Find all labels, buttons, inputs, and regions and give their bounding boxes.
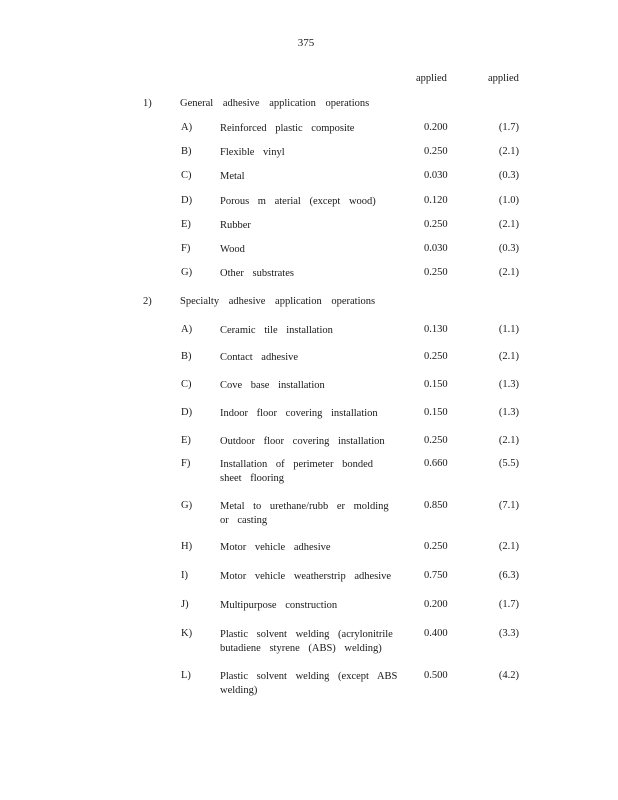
item-value-1: 0.400 xyxy=(424,628,448,639)
item-description: Other substrates xyxy=(220,268,294,279)
item-letter: D) xyxy=(181,407,193,418)
section-number: 1) xyxy=(143,98,152,109)
item-value-1: 0.200 xyxy=(424,599,448,610)
item-description: Motor vehicle weatherstrip adhesive xyxy=(220,571,392,582)
item-value-2: (2.1) xyxy=(498,351,519,362)
item-value-1: 0.250 xyxy=(424,351,448,362)
item-value-1: 0.030 xyxy=(424,243,448,254)
item-value-2: (2.1) xyxy=(498,146,519,157)
item-value-1: 0.200 xyxy=(424,122,448,133)
item-value-1: 0.250 xyxy=(424,267,448,278)
item-letter: E) xyxy=(181,435,191,446)
item-value-1: 0.120 xyxy=(424,195,448,206)
item-description: Contact adhesive xyxy=(220,352,299,363)
item-value-1: 0.150 xyxy=(424,407,448,418)
item-letter: K) xyxy=(181,628,193,639)
item-value-2: (0.3) xyxy=(498,243,519,254)
section-title: General adhesive application operations xyxy=(180,98,370,109)
item-letter: H) xyxy=(181,541,193,552)
item-value-1: 0.250 xyxy=(424,435,448,446)
item-description: Multipurpose construction xyxy=(220,600,338,611)
item-letter: B) xyxy=(181,146,192,157)
item-value-2: (5.5) xyxy=(498,458,519,469)
item-value-1: 0.850 xyxy=(424,500,448,511)
item-letter: J) xyxy=(181,599,189,610)
item-description: Outdoor floor covering installation xyxy=(220,436,385,447)
item-value-2: (2.1) xyxy=(498,219,519,230)
item-letter: F) xyxy=(181,243,191,254)
item-description: Wood xyxy=(220,244,245,255)
item-description: Metal xyxy=(220,171,245,182)
page-number: 375 xyxy=(297,37,315,49)
item-value-1: 0.250 xyxy=(424,219,448,230)
item-value-1: 0.660 xyxy=(424,458,448,469)
item-value-2: (1.7) xyxy=(498,599,519,610)
item-letter: F) xyxy=(181,458,191,469)
item-value-2: (1.3) xyxy=(498,379,519,390)
item-description: Ceramic tile installation xyxy=(220,325,333,336)
item-description: Cove base installation xyxy=(220,380,325,391)
item-value-2: (4.2) xyxy=(498,670,519,681)
item-letter: I) xyxy=(181,570,188,581)
item-letter: B) xyxy=(181,351,192,362)
section-number: 2) xyxy=(143,296,152,307)
item-value-2: (3.3) xyxy=(498,628,519,639)
item-description: Rubber xyxy=(220,220,251,231)
item-description: Porous m aterial (except wood) xyxy=(220,196,376,207)
item-letter: E) xyxy=(181,219,191,230)
item-value-2: (1.7) xyxy=(498,122,519,133)
item-description: Indoor floor covering installation xyxy=(220,408,378,419)
item-letter: A) xyxy=(181,324,193,335)
item-value-2: (1.3) xyxy=(498,407,519,418)
item-value-1: 0.750 xyxy=(424,570,448,581)
item-value-2: (0.3) xyxy=(498,170,519,181)
item-value-2: (1.0) xyxy=(498,195,519,206)
item-letter: C) xyxy=(181,379,192,390)
item-value-1: 0.250 xyxy=(424,146,448,157)
section-title: Specialty adhesive application operations xyxy=(180,296,376,307)
item-letter: A) xyxy=(181,122,193,133)
item-letter: D) xyxy=(181,195,193,206)
item-letter: G) xyxy=(181,267,193,278)
item-value-2: (2.1) xyxy=(498,267,519,278)
item-description: Installation of perimeter bonded sheet flooring xyxy=(220,459,373,484)
item-letter: L) xyxy=(181,670,191,681)
item-description: Metal to urethane/rubb er molding or casting xyxy=(220,501,389,526)
item-letter: G) xyxy=(181,500,193,511)
item-description: Motor vehicle adhesive xyxy=(220,542,331,553)
item-value-1: 0.030 xyxy=(424,170,448,181)
item-value-2: (7.1) xyxy=(498,500,519,511)
item-value-1: 0.130 xyxy=(424,324,448,335)
item-letter: C) xyxy=(181,170,192,181)
item-description: Plastic solvent welding (except ABS welding) xyxy=(220,671,398,696)
item-value-2: (1.1) xyxy=(498,324,519,335)
item-value-1: 0.500 xyxy=(424,670,448,681)
column-header-2: applied xyxy=(488,73,519,84)
item-value-2: (2.1) xyxy=(498,435,519,446)
item-value-2: (2.1) xyxy=(498,541,519,552)
item-description: Reinforced plastic composite xyxy=(220,123,355,134)
item-value-2: (6.3) xyxy=(498,570,519,581)
item-description: Plastic solvent welding (acrylonitrile butadiene styrene (ABS) welding) xyxy=(220,629,393,654)
item-description: Flexible vinyl xyxy=(220,147,285,158)
item-value-1: 0.250 xyxy=(424,541,448,552)
item-value-1: 0.150 xyxy=(424,379,448,390)
column-header-1: applied xyxy=(416,73,447,84)
